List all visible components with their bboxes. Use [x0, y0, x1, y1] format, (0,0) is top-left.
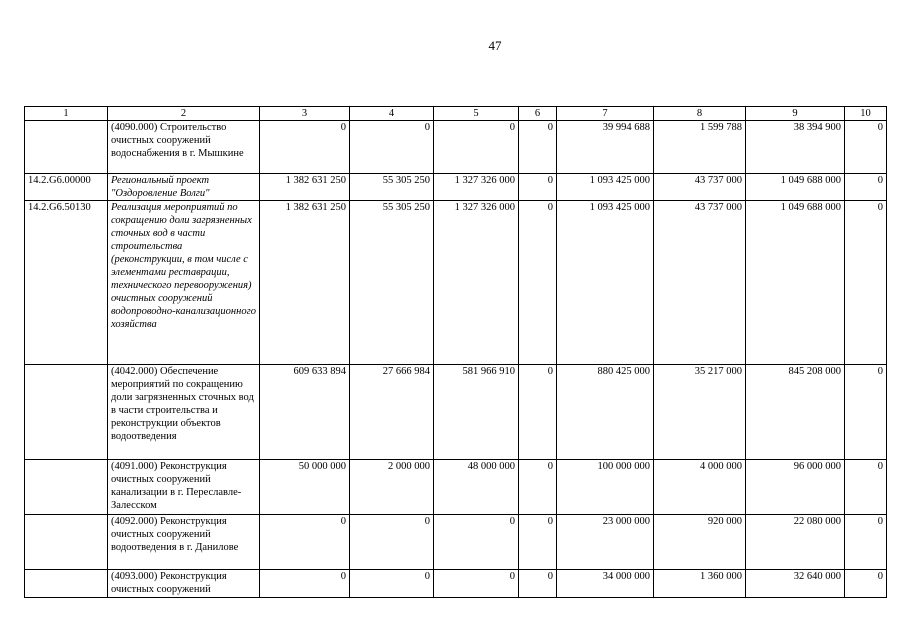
table-row [25, 121, 887, 174]
value-cell: 22 080 000 [746, 515, 845, 570]
value-cell: 0 [519, 174, 557, 201]
value-cell: 55 305 250 [350, 174, 434, 201]
value-cell: 0 [350, 121, 434, 174]
value-cell: 0 [845, 515, 887, 570]
value-cell: 880 425 000 [557, 365, 654, 460]
value-cell: 0 [519, 570, 557, 598]
column-header: 4 [350, 107, 434, 121]
value-cell: 96 000 000 [746, 460, 845, 515]
column-header: 10 [845, 107, 887, 121]
value-cell: 35 217 000 [654, 365, 746, 460]
row-code [25, 365, 108, 460]
row-name: (4093.000) Реконструкция очистных сооружений [108, 570, 260, 598]
value-cell: 0 [519, 121, 557, 174]
value-cell: 1 327 326 000 [434, 174, 519, 201]
column-header: 6 [519, 107, 557, 121]
value-cell: 23 000 000 [557, 515, 654, 570]
table-row [25, 365, 887, 460]
row-code [25, 121, 108, 174]
value-cell: 845 208 000 [746, 365, 845, 460]
value-cell: 0 [845, 121, 887, 174]
value-cell: 0 [519, 365, 557, 460]
table-row [25, 570, 887, 598]
row-code [25, 515, 108, 570]
value-cell: 1 327 326 000 [434, 201, 519, 365]
row-code [25, 460, 108, 515]
value-cell: 50 000 000 [260, 460, 350, 515]
value-cell: 0 [260, 515, 350, 570]
value-cell: 34 000 000 [557, 570, 654, 598]
value-cell: 0 [845, 201, 887, 365]
row-name: (4091.000) Реконструкция очистных сооружений канализации в г. Переславле-Залесском [108, 460, 260, 515]
column-header: 8 [654, 107, 746, 121]
value-cell: 43 737 000 [654, 174, 746, 201]
budget-table [24, 106, 887, 598]
table-header-row [25, 107, 887, 121]
column-header: 5 [434, 107, 519, 121]
value-cell: 48 000 000 [434, 460, 519, 515]
page-number: 47 [488, 38, 502, 53]
value-cell: 0 [519, 201, 557, 365]
column-header: 7 [557, 107, 654, 121]
value-cell: 1 599 788 [654, 121, 746, 174]
value-cell: 27 666 984 [350, 365, 434, 460]
value-cell: 1 093 425 000 [557, 174, 654, 201]
column-header: 3 [260, 107, 350, 121]
value-cell: 920 000 [654, 515, 746, 570]
value-cell: 0 [260, 121, 350, 174]
value-cell: 0 [434, 515, 519, 570]
value-cell: 100 000 000 [557, 460, 654, 515]
table-row [25, 460, 887, 515]
value-cell: 581 966 910 [434, 365, 519, 460]
value-cell: 1 093 425 000 [557, 201, 654, 365]
value-cell: 39 994 688 [557, 121, 654, 174]
value-cell: 0 [519, 515, 557, 570]
value-cell: 0 [845, 365, 887, 460]
value-cell: 1 382 631 250 [260, 174, 350, 201]
table-row [25, 201, 887, 365]
row-code: 14.2.G6.00000 [25, 174, 108, 201]
table-row [25, 515, 887, 570]
row-code: 14.2.G6.50130 [25, 201, 108, 365]
value-cell: 32 640 000 [746, 570, 845, 598]
row-name: (4092.000) Реконструкция очистных сооружений водоотведения в г. Данилове [108, 515, 260, 570]
row-name: Реализация мероприятий по сокращению доли загрязненных сточных вод в части строительства (реконструкции, в том числе с элементами реставрации, технического перевооружения) очистных сооружений водопроводно-канализационного хозяйства [108, 201, 260, 365]
value-cell: 0 [434, 121, 519, 174]
value-cell: 1 360 000 [654, 570, 746, 598]
column-header: 1 [25, 107, 108, 121]
table-row [25, 174, 887, 201]
value-cell: 1 382 631 250 [260, 201, 350, 365]
row-name: (4042.000) Обеспечение мероприятий по сокращению доли загрязненных сточных вод в части строительства и реконструкции объектов водоотведения [108, 365, 260, 460]
row-name: (4090.000) Строительство очистных сооружений водоснабжения в г. Мышкине [108, 121, 260, 174]
value-cell: 1 049 688 000 [746, 201, 845, 365]
value-cell: 0 [845, 460, 887, 515]
row-code [25, 570, 108, 598]
value-cell: 1 049 688 000 [746, 174, 845, 201]
value-cell: 609 633 894 [260, 365, 350, 460]
value-cell: 43 737 000 [654, 201, 746, 365]
column-header: 9 [746, 107, 845, 121]
value-cell: 0 [845, 174, 887, 201]
row-name: Региональный проект "Оздоровление Волги" [108, 174, 260, 201]
value-cell: 0 [845, 570, 887, 598]
column-header: 2 [108, 107, 260, 121]
value-cell: 38 394 900 [746, 121, 845, 174]
value-cell: 0 [350, 570, 434, 598]
value-cell: 0 [350, 515, 434, 570]
value-cell: 0 [519, 460, 557, 515]
value-cell: 0 [260, 570, 350, 598]
value-cell: 55 305 250 [350, 201, 434, 365]
value-cell: 0 [434, 570, 519, 598]
value-cell: 2 000 000 [350, 460, 434, 515]
value-cell: 4 000 000 [654, 460, 746, 515]
